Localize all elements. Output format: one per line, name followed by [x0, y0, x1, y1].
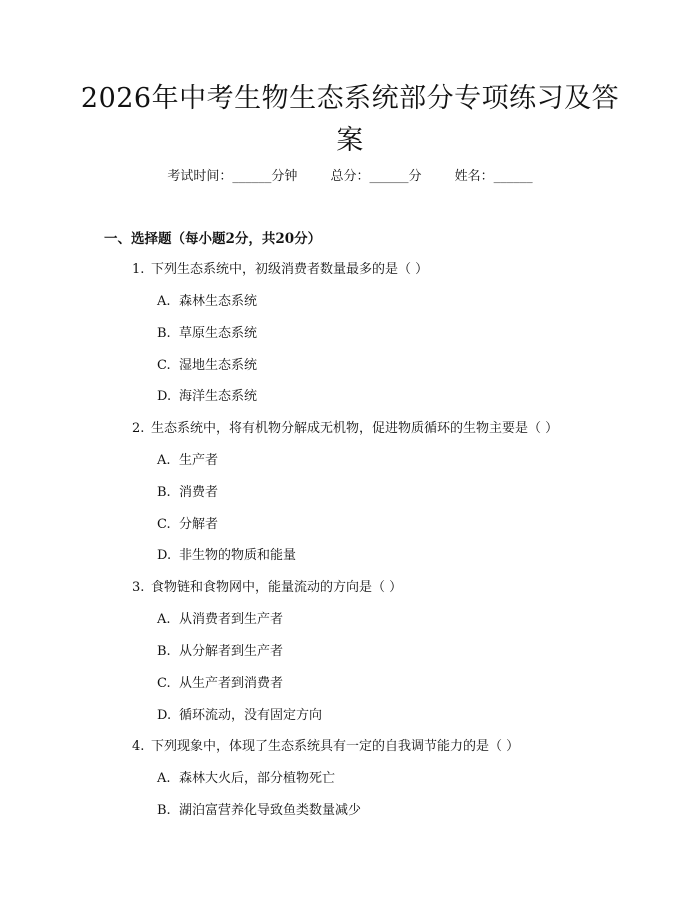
- option-letter: C.: [157, 676, 171, 691]
- option-text: 海洋生态系统: [179, 389, 258, 404]
- option-letter: D.: [157, 708, 172, 723]
- option-text: 循环流动，没有固定方向: [179, 708, 323, 723]
- option-letter: B.: [157, 485, 171, 500]
- question-text: 下列现象中，体现了生态系统具有一定的自我调节能力的是（ ）: [151, 739, 520, 754]
- option-letter: A.: [157, 294, 171, 309]
- question-4-option-b: [157, 801, 361, 821]
- question-3-option-b: [157, 642, 283, 662]
- option-letter: A.: [157, 453, 171, 468]
- question-text: 食物链和食物网中，能量流动的方向是（ ）: [151, 580, 403, 595]
- question-3: [132, 578, 402, 598]
- question-text: 下列生态系统中，初级消费者数量最多的是（ ）: [151, 262, 429, 277]
- option-text: 消费者: [179, 485, 219, 500]
- option-letter: C.: [157, 517, 171, 532]
- total-score-field: 总分：______分: [330, 169, 422, 184]
- option-letter: A.: [157, 612, 171, 627]
- student-name-field: 姓名：______: [454, 169, 533, 184]
- option-letter: A.: [157, 771, 171, 786]
- question-4: [132, 737, 519, 757]
- question-1-option-b: [157, 324, 257, 344]
- exam-time-field: 考试时间：______分钟: [167, 169, 298, 184]
- question-number: 1.: [132, 262, 145, 277]
- question-1: [132, 260, 428, 280]
- question-number: 3.: [132, 580, 145, 595]
- question-text: 生态系统中，将有机物分解成无机物，促进物质循环的生物主要是（ ）: [151, 421, 559, 436]
- section-heading: 一、选择题（每小题2分，共20分）: [104, 231, 322, 247]
- question-1-option-a: [157, 292, 257, 312]
- option-letter: B.: [157, 326, 171, 341]
- option-text: 分解者: [179, 517, 219, 532]
- option-letter: D.: [157, 548, 172, 563]
- question-1-option-c: [157, 356, 257, 376]
- question-number: 2.: [132, 421, 145, 436]
- question-2-option-d: [157, 546, 296, 566]
- question-4-option-a: [157, 769, 335, 789]
- question-3-option-d: [157, 706, 322, 726]
- option-letter: B.: [157, 803, 171, 818]
- option-text: 森林生态系统: [179, 294, 258, 309]
- option-letter: D.: [157, 389, 172, 404]
- question-number: 4.: [132, 739, 145, 754]
- option-text: 从消费者到生产者: [179, 612, 284, 627]
- option-text: 湖泊富营养化导致鱼类数量减少: [179, 803, 362, 818]
- option-text: 从生产者到消费者: [179, 676, 284, 691]
- option-text: 从分解者到生产者: [179, 644, 284, 659]
- option-text: 草原生态系统: [179, 326, 258, 341]
- question-1-option-d: [157, 387, 257, 407]
- question-2: [132, 419, 558, 439]
- question-3-option-c: [157, 674, 283, 694]
- option-text: 湿地生态系统: [179, 358, 258, 373]
- option-letter: C.: [157, 358, 171, 373]
- question-2-option-c: [157, 515, 218, 535]
- document-title: 2026年中考生物生态系统部分专项练习及答案: [80, 83, 620, 156]
- option-text: 生产者: [179, 453, 219, 468]
- question-2-option-a: [157, 451, 218, 471]
- option-letter: B.: [157, 644, 171, 659]
- option-text: 非生物的物质和能量: [179, 548, 297, 563]
- option-text: 森林大火后，部分植物死亡: [179, 771, 336, 786]
- question-3-option-a: [157, 610, 283, 630]
- question-2-option-b: [157, 483, 218, 503]
